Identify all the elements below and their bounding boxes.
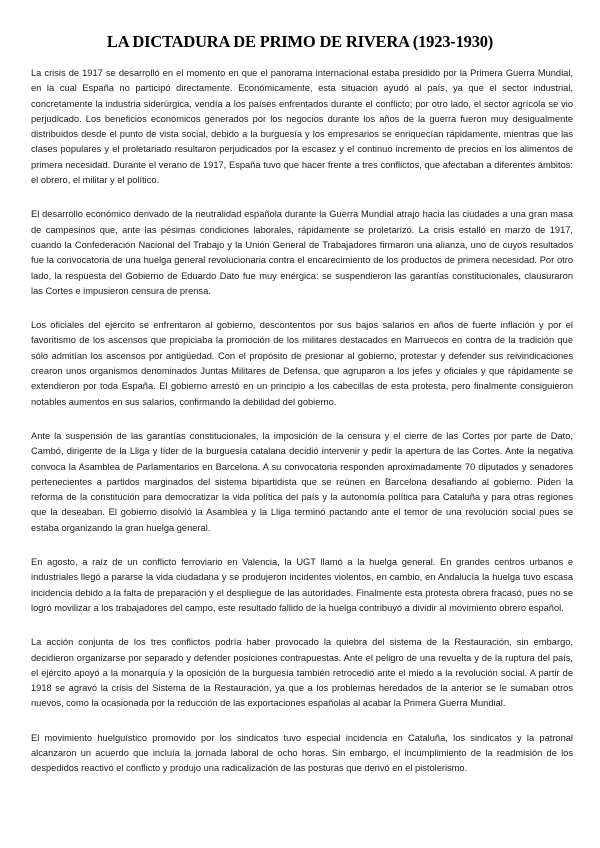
document-title: LA DICTADURA DE PRIMO DE RIVERA (1923-1930) xyxy=(106,32,494,51)
paragraph-political-conflict: Ante la suspensión de las garantías constitucionales, la imposición de la censura y el cierre de las Cortes por parte de Dato, Cambó, dirigente de la Lliga y líder de la burguesía catalana decidió intervenir y pedir la apertura de las Cortes. Ante la negativa convoca la Asamblea de Parlamentarios en Barcelona. A su convocatoria responden aproximadamente 70 diputados y senadores pertenecientes a partidos marginados del sistema bipartidista que se reúnen en Barcelona desafiando al gobierno. Piden la reforma de la constitución para democratizar la vida política del país y la autonomía política para Cataluña y para otras regiones que la deseaban. El gobierno disolvió la Asamblea y la Lliga terminó pactando ante el temor de una revolución social pues se estaba organizando la gran huelga general. xyxy=(31,430,573,533)
paragraph-pistolerismo: El movimiento huelguístico promovido por los sindicatos tuvo especial incidencia en Cataluña, los sindicatos y la patronal alcanzaron un acuerdo que incluía la jornada laboral de ocho horas. Sin embargo, el incumplimiento de la readmisión de los despedidos reactivó el conflicto y produjo una radicalización de las posturas que derivó en el pistolerismo. xyxy=(31,732,573,774)
paragraph-general-strike: En agosto, a raíz de un conflicto ferroviario en Valencia, la UGT llamó a la huelga general. En grandes centros urbanos e industriales llegó a pararse la vida ciudadana y se produjeron incidentes violentos, en cambio, en Andalucía la huelga tuvo escasa incidencia debido a la falta de preparación y el despliegue de las autoridades. Finalmente esta protesta obrera fracasó, pues no se logró movilizar a los trabajadores del campo, este resultado fallido de la huelga contribuyó a dividir al movimiento obrero español. xyxy=(31,557,573,613)
paragraph-crisis-1917: La crisis de 1917 se desarrolló en el momento en que el panorama internacional estaba presidido por la Primera Guerra Mundial, en la cual España no participó directamente. Económicamente, esta situación ayudó al país, ya que el sector industrial, concretamente la industria siderúrgica, vendía a los países enfrentados durante el conflicto; por otro lado, el sector agrícola se vio perjudicado. Los beneficios económicos generados por los negocios durante los años de la guerra fueron muy desigualmente distribuidos desde el punto de vista social, debido a la burguesía y los empresarios se enriquecían rápidamente, mientras que las clases populares y el proletariado resultaron perjudicados por la escasez y el continuo incremento de precios en los alimentos de primera necesidad. Durante el verano de 1917, España tuvo que hacer frente a tres conflictos, que afectaban a diferentes ámbitos: el obrero, el militar y el político. xyxy=(31,68,573,186)
paragraph-restoration-crisis: La acción conjunta de los tres conflictos podría haber provocado la quiebra del sistema de la Restauración, sin embargo, decidieron organizarse por separado y defender posiciones contrapuestas. Ante el peligro de una revuelta y de la ruptura del país, el ejército apoyó a la monarquía y la oposición de la burguesía también retrocedió ante el miedo a la revolución social. A partir de 1918 se agravó la crisis del Sistema de la Restauración, ya que a los problemas heredados de la anterior se le sumaban otros nuevos, como la ocasionada por la reducción de las exportaciones españolas al acabar la Primera Guerra Mundial. xyxy=(31,637,573,709)
paragraph-military-conflict: Los oficiales del ejército se enfrentaron al gobierno, descontentos por sus bajos salarios en años de fuerte inflación y por el favoritismo de los ascensos que propiciaba la promoción de los militares destacados en Marruecos en contra de la tradición que sólo admitían los ascensos por antigüedad. Con el propósito de presionar al gobierno, protestar y defender sus reivindicaciones crearon unos organismos denominados Juntas Militares de Defensa, que agruparon a los jefes y oficiales y que rápidamente se extendieron por toda España. El gobierno arrestó en un principio a los cabecillas de esta protesta, pero finalmente consiguieron notables aumentos en sus salarios, confirmando la debilidad del gobierno. xyxy=(31,320,573,407)
paragraph-workers-conflict: El desarrollo económico derivado de la neutralidad española durante la Guerra Mundial atrajo hacia las ciudades a una gran masa de campesinos que, ante las pésimas condiciones laborales, rápidamente se proletarizó. La crisis estalló en marzo de 1917, cuando la Confederación Nacional del Trabajo y la Unión General de Trabajadores firmaron una alianza, uno de cuyos resultados fue la convocatoria de una huelga general revolucionaria contra el encarecimiento de los productos de primera necesidad. Por otro lado, la respuesta del Gobierno de Eduardo Dato fue muy enérgica: se suspendieron las garantías constitucionales, clausuraron las Cortes e impusieron censura de prensa. xyxy=(31,209,573,296)
document-body xyxy=(31,66,573,796)
